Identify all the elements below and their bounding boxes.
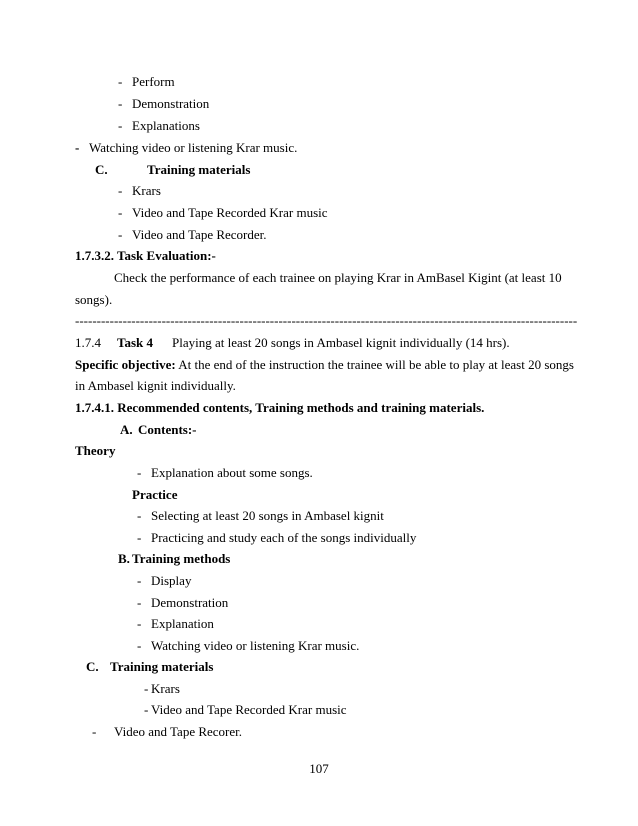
list-item-text: Demonstration: [132, 96, 210, 111]
list-item-text: Display: [151, 573, 192, 588]
bullet-dash: -: [118, 183, 123, 198]
bullet-dash: -: [118, 227, 123, 242]
list-item: [118, 205, 328, 221]
section-heading-text: Training materials: [110, 659, 214, 674]
subheading-practice: Practice: [132, 487, 178, 502]
task-heading: [75, 335, 510, 351]
section-heading-text: Training materials: [147, 162, 251, 177]
list-item-text: Demonstration: [151, 595, 229, 610]
section-letter: B.: [118, 551, 130, 566]
list-item: [137, 595, 228, 611]
page-number: 107: [309, 761, 329, 776]
task-title: Playing at least 20 songs in Ambasel kignit individually (14 hrs).: [172, 335, 510, 350]
list-item-text: Watching video or listening Krar music.: [151, 638, 360, 653]
list-item-text: Practicing and study each of the songs individually: [151, 530, 417, 545]
list-item-text: Perform: [132, 74, 175, 89]
bullet-dash: -: [75, 140, 80, 155]
section-heading-text: Training methods: [132, 551, 231, 566]
list-item-text: Video and Tape Recorder.: [132, 227, 267, 242]
separator-line: --------------------------------------------------------------------------------------------------------------------: [75, 313, 578, 328]
objective-label: Specific objective:: [75, 357, 176, 372]
paragraph-line: Check the performance of each trainee on playing Krar in AmBasel Kigint (at least 10: [114, 270, 562, 285]
list-item-text: Explanation about some songs.: [151, 465, 313, 480]
list-item: [118, 118, 200, 134]
list-item-text: Krars: [132, 183, 161, 198]
paragraph-line: in Ambasel kignit individually.: [75, 378, 236, 393]
section-number: 1.7.3.2: [75, 248, 111, 263]
bullet-dash: -: [137, 595, 142, 610]
section-letter: C.: [86, 659, 99, 674]
list-item: [137, 508, 384, 524]
list-item: [118, 183, 161, 199]
list-item: [75, 140, 297, 156]
section-heading: [86, 659, 213, 675]
section-heading: [75, 248, 216, 264]
list-item: [137, 616, 214, 632]
bullet-dash: -: [137, 508, 142, 523]
section-heading-text: Contents:-: [138, 422, 197, 437]
list-item-text: Video and Tape Recorded Krar music: [132, 205, 328, 220]
section-heading: [118, 551, 230, 567]
list-item: [118, 227, 267, 243]
section-heading: [120, 422, 197, 438]
list-item-text: Explanations: [132, 118, 200, 133]
bullet-dash: -: [137, 638, 142, 653]
paragraph-line: songs).: [75, 292, 113, 307]
list-item: [137, 573, 191, 589]
list-item: [118, 96, 209, 112]
bullet-dash: -: [118, 205, 123, 220]
list-item-text: Watching video or listening Krar music.: [89, 140, 298, 155]
bullet-dash: -: [92, 724, 97, 739]
list-item: [92, 724, 242, 740]
objective-text: At the end of the instruction the trainee will be able to play at least 20 songs: [178, 357, 574, 372]
section-heading: 1.7.4.1. Recommended contents, Training methods and training materials.: [75, 400, 485, 415]
list-item-text: Explanation: [151, 616, 214, 631]
bullet-dash: -: [144, 702, 149, 717]
task-label: Task 4: [117, 335, 154, 350]
section-letter: A.: [120, 422, 133, 437]
list-item: [118, 74, 175, 90]
subheading-theory: Theory: [75, 443, 116, 458]
list-item-text: Video and Tape Recorer.: [114, 724, 243, 739]
list-item-text: Krars: [151, 681, 180, 696]
bullet-dash: -: [137, 530, 142, 545]
list-item: [137, 638, 359, 654]
list-item: [144, 681, 180, 697]
list-item-text: Video and Tape Recorded Krar music: [151, 702, 347, 717]
bullet-dash: -: [137, 465, 142, 480]
list-item: [137, 465, 313, 481]
bullet-dash: -: [137, 573, 142, 588]
list-item-text: Selecting at least 20 songs in Ambasel kignit: [151, 508, 384, 523]
bullet-dash: -: [118, 96, 123, 111]
bullet-dash: -: [137, 616, 142, 631]
section-heading: [95, 162, 250, 178]
list-item: [144, 702, 347, 718]
task-number: 1.7.4: [75, 335, 101, 350]
bullet-dash: -: [118, 118, 123, 133]
objective-line: [75, 357, 574, 373]
list-item: [137, 530, 416, 546]
bullet-dash: -: [144, 681, 149, 696]
bullet-dash: -: [118, 74, 123, 89]
section-letter: C.: [95, 162, 108, 177]
section-heading-text: . Task Evaluation:-: [110, 248, 216, 263]
